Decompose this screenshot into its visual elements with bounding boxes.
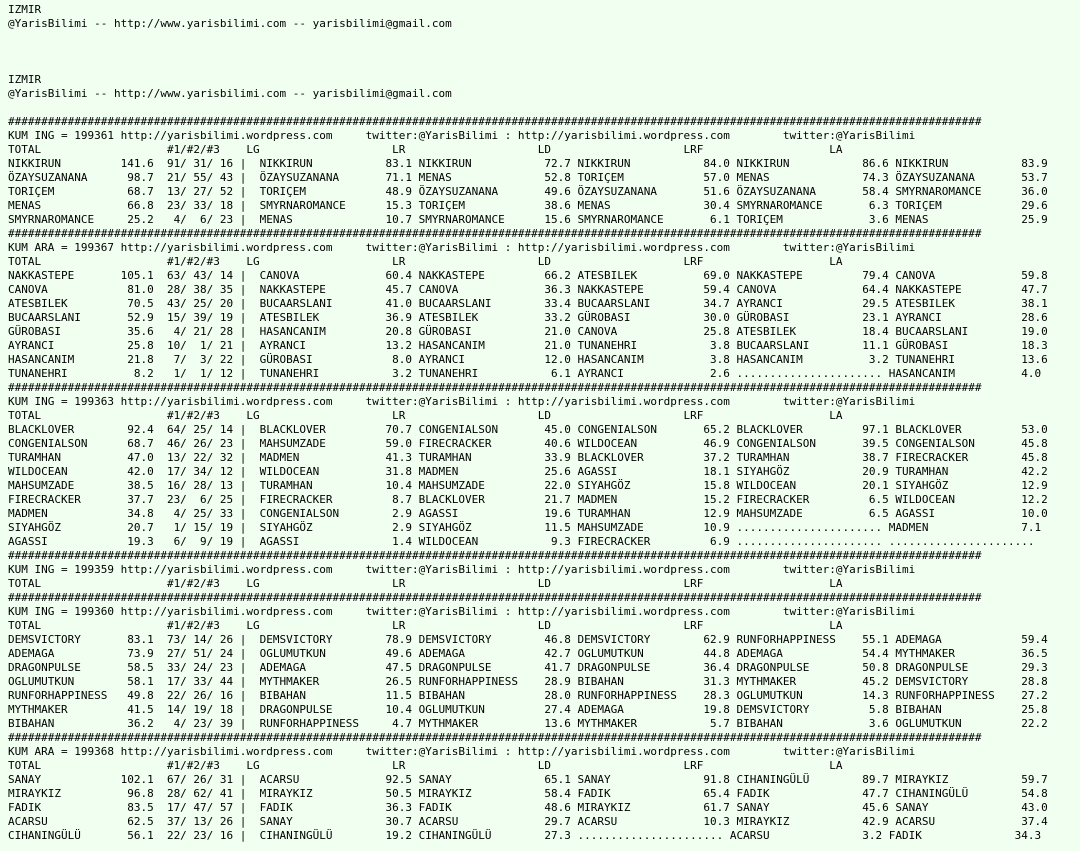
report-line: TOTAL #1/#2/#3 LG LR LD LRF LA xyxy=(8,255,843,268)
report-line: OGLUMUTKUN 58.1 17/ 33/ 44 | MYTHMAKER 26.5 RUNFORHAPPINESS 28.9 BIBAHAN 31.3 MYTHMAKER 45.2 DEMSVICTORY 28.8 xyxy=(8,675,1048,688)
report-line: CANOVA 81.0 28/ 38/ 35 | NAKKASTEPE 45.7 CANOVA 36.3 NAKKASTEPE 59.4 CANOVA 64.4 NAKKASTEPE 47.7 xyxy=(8,283,1048,296)
separator-line: ################################################################################################################################################### xyxy=(8,549,982,562)
report-line: MYTHMAKER 41.5 14/ 19/ 18 | DRAGONPULSE 10.4 OGLUMUTKUN 27.4 ADEMAGA 19.8 DEMSVICTORY 5.8 BIBAHAN 25.8 xyxy=(8,703,1048,716)
separator-line: ################################################################################################################################################### xyxy=(8,115,982,128)
report-line: TOTAL #1/#2/#3 LG LR LD LRF LA xyxy=(8,759,843,772)
report-line: DRAGONPULSE 58.5 33/ 24/ 23 | ADEMAGA 47.5 DRAGONPULSE 41.7 DRAGONPULSE 36.4 DRAGONPULSE 50.8 DRAGONPULSE 29.3 xyxy=(8,661,1048,674)
separator-line: ################################################################################################################################################### xyxy=(8,591,982,604)
report-line: FIRECRACKER 37.7 23/ 6/ 25 | FIRECRACKER 8.7 BLACKLOVER 21.7 MADMEN 15.2 FIRECRACKER 6.5 WILDOCEAN 12.2 xyxy=(8,493,1048,506)
report-line: ADEMAGA 73.9 27/ 51/ 24 | OGLUMUTKUN 49.6 ADEMAGA 42.7 OGLUMUTKUN 44.8 ADEMAGA 54.4 MYTHMAKER 36.5 xyxy=(8,647,1048,660)
report-line: MIRAYKIZ 96.8 28/ 62/ 41 | MIRAYKIZ 50.5 MIRAYKIZ 58.4 FADIK 65.4 FADIK 47.7 CIHANINGÜLÜ 54.8 xyxy=(8,787,1048,800)
separator-line: ################################################################################################################################################### xyxy=(8,381,982,394)
report-line: TUNANEHRI 8.2 1/ 1/ 12 | TUNANEHRI 3.2 TUNANEHRI 6.1 AYRANCI 2.6 ...................... HASANCANIM 4.0 xyxy=(8,367,1042,380)
report-line: AYRANCI 25.8 10/ 1/ 21 | AYRANCI 13.2 HASANCANIM 21.0 TUNANEHRI 3.8 BUCAARSLANI 11.1 GÜROBASI 18.3 xyxy=(8,339,1048,352)
report-line: KUM ARA = 199368 http://yarisbilimi.wordpress.com twitter:@YarisBilimi : http://yarisbilimi.wordpress.com twitter:@YarisBilimi xyxy=(8,745,916,758)
report-line xyxy=(8,45,1080,59)
report-line xyxy=(8,101,1080,115)
report-line: RUNFORHAPPINESS 49.8 22/ 26/ 16 | BIBAHAN 11.5 BIBAHAN 28.0 RUNFORHAPPINESS 28.3 OGLUMUTKUN 14.3 RUNFORHAPPINESS 27.2 xyxy=(8,689,1048,702)
report-line: TOTAL #1/#2/#3 LG LR LD LRF LA xyxy=(8,619,843,632)
report-line: MENAS 66.8 23/ 33/ 18 | SMYRNAROMANCE 15.3 TORIÇEM 38.6 MENAS 30.4 SMYRNAROMANCE 6.3 TORIÇEM 29.6 xyxy=(8,199,1048,212)
report-line: IZMIR xyxy=(8,73,42,86)
report-line: GÜROBASI 35.6 4/ 21/ 28 | HASANCANIM 20.8 GÜROBASI 21.0 CANOVA 25.8 ATESBILEK 18.4 BUCAARSLANI 19.0 xyxy=(8,325,1048,338)
report-line: SMYRNAROMANCE 25.2 4/ 6/ 23 | MENAS 10.7 SMYRNAROMANCE 15.6 SMYRNAROMANCE 6.1 TORIÇEM 3.6 MENAS 25.9 xyxy=(8,213,1048,226)
report-line: HASANCANIM 21.8 7/ 3/ 22 | GÜROBASI 8.0 AYRANCI 12.0 HASANCANIM 3.8 HASANCANIM 3.2 TUNANEHRI 13.6 xyxy=(8,353,1048,366)
report-line: TOTAL #1/#2/#3 LG LR LD LRF LA xyxy=(8,577,843,590)
separator-line: ################################################################################################################################################### xyxy=(8,731,982,744)
report-line xyxy=(8,59,1080,73)
report-line: TOTAL #1/#2/#3 LG LR LD LRF LA xyxy=(8,409,843,422)
report-line: KUM ING = 199363 http://yarisbilimi.wordpress.com twitter:@YarisBilimi : http://yarisbilimi.wordpress.com twitter:@YarisBilimi xyxy=(8,395,916,408)
report-line: BUCAARSLANI 52.9 15/ 39/ 19 | ATESBILEK 36.9 ATESBILEK 33.2 GÜROBASI 30.0 GÜROBASI 23.1 AYRANCI 28.6 xyxy=(8,311,1048,324)
report-line: ATESBILEK 70.5 43/ 25/ 20 | BUCAARSLANI 41.0 BUCAARSLANI 33.4 BUCAARSLANI 34.7 AYRANCI 29.5 ATESBILEK 38.1 xyxy=(8,297,1048,310)
report-line: MADMEN 34.8 4/ 25/ 33 | CONGENIALSON 2.9 AGASSI 19.6 TURAMHAN 12.9 MAHSUMZADE 6.5 AGASSI 10.0 xyxy=(8,507,1048,520)
report-line: CONGENIALSON 68.7 46/ 26/ 23 | MAHSUMZADE 59.0 FIRECRACKER 40.6 WILDOCEAN 46.9 CONGENIALSON 39.5 CONGENIALSON 45.8 xyxy=(8,437,1048,450)
report-line: ACARSU 62.5 37/ 13/ 26 | SANAY 30.7 ACARSU 29.7 ACARSU 10.3 MIRAYKIZ 42.9 ACARSU 37.4 xyxy=(8,815,1048,828)
report-line: NAKKASTEPE 105.1 63/ 43/ 14 | CANOVA 60.4 NAKKASTEPE 66.2 ATESBILEK 69.0 NAKKASTEPE 79.4 CANOVA 59.8 xyxy=(8,269,1048,282)
report-line: ÖZAYSUZANANA 98.7 21/ 55/ 43 | ÖZAYSUZANANA 71.1 MENAS 52.8 TORIÇEM 57.0 MENAS 74.3 ÖZAYSUZANANA 53.7 xyxy=(8,171,1048,184)
report-line: KUM ARA = 199367 http://yarisbilimi.wordpress.com twitter:@YarisBilimi : http://yarisbilimi.wordpress.com twitter:@YarisBilimi xyxy=(8,241,916,254)
report-line: SIYAHGÖZ 20.7 1/ 15/ 19 | SIYAHGÖZ 2.9 SIYAHGÖZ 11.5 MAHSUMZADE 10.9 ...................... MADMEN 7.1 xyxy=(8,521,1042,534)
report-line: DEMSVICTORY 83.1 73/ 14/ 26 | DEMSVICTORY 78.9 DEMSVICTORY 46.8 DEMSVICTORY 62.9 RUNFORHAPPINESS 55.1 ADEMAGA 59.4 xyxy=(8,633,1048,646)
report-line: IZMIR xyxy=(8,3,42,16)
report-line: SANAY 102.1 67/ 26/ 31 | ACARSU 92.5 SANAY 65.1 SANAY 91.8 CIHANINGÜLÜ 89.7 MIRAYKIZ 59.7 xyxy=(8,773,1048,786)
report-line xyxy=(8,31,1080,45)
report-line: CIHANINGÜLÜ 56.1 22/ 23/ 16 | CIHANINGÜLÜ 19.2 CIHANINGÜLÜ 27.3 ...................... ACARSU 3.2 FADIK 34.3 xyxy=(8,829,1042,842)
report-line: TORIÇEM 68.7 13/ 27/ 52 | TORIÇEM 48.9 ÖZAYSUZANANA 49.6 ÖZAYSUZANANA 51.6 ÖZAYSUZANANA 58.4 SMYRNAROMANCE 36.0 xyxy=(8,185,1048,198)
report-line: WILDOCEAN 42.0 17/ 34/ 12 | WILDOCEAN 31.8 MADMEN 25.6 AGASSI 18.1 SIYAHGÖZ 20.9 TURAMHAN 42.2 xyxy=(8,465,1048,478)
report-line: FADIK 83.5 17/ 47/ 57 | FADIK 36.3 FADIK 48.6 MIRAYKIZ 61.7 SANAY 45.6 SANAY 43.0 xyxy=(8,801,1048,814)
report-line: @YarisBilimi -- http://www.yarisbilimi.com -- yarisbilimi@gmail.com xyxy=(8,17,452,30)
separator-line: ################################################################################################################################################### xyxy=(8,227,982,240)
report-line: TURAMHAN 47.0 13/ 22/ 32 | MADMEN 41.3 TURAMHAN 33.9 BLACKLOVER 37.2 TURAMHAN 38.7 FIRECRACKER 45.8 xyxy=(8,451,1048,464)
report-line: BIBAHAN 36.2 4/ 23/ 39 | RUNFORHAPPINESS 4.7 MYTHMAKER 13.6 MYTHMAKER 5.7 BIBAHAN 3.6 OGLUMUTKUN 22.2 xyxy=(8,717,1048,730)
report-line: KUM ING = 199361 http://yarisbilimi.wordpress.com twitter:@YarisBilimi : http://yarisbilimi.wordpress.com twitter:@YarisBilimi xyxy=(8,129,916,142)
report-line: TOTAL #1/#2/#3 LG LR LD LRF LA xyxy=(8,143,843,156)
report-line: BLACKLOVER 92.4 64/ 25/ 14 | BLACKLOVER 70.7 CONGENIALSON 45.0 CONGENIALSON 65.2 BLACKLOVER 97.1 BLACKLOVER 53.0 xyxy=(8,423,1048,436)
report-line: NIKKIRUN 141.6 91/ 31/ 16 | NIKKIRUN 83.1 NIKKIRUN 72.7 NIKKIRUN 84.0 NIKKIRUN 86.6 NIKKIRUN 83.9 xyxy=(8,157,1048,170)
report-line: @YarisBilimi -- http://www.yarisbilimi.com -- yarisbilimi@gmail.com xyxy=(8,87,452,100)
report-line: KUM ING = 199360 http://yarisbilimi.wordpress.com twitter:@YarisBilimi : http://yarisbilimi.wordpress.com twitter:@YarisBilimi xyxy=(8,605,916,618)
report-line: AGASSI 19.3 6/ 9/ 19 | AGASSI 1.4 WILDOCEAN 9.3 FIRECRACKER 6.9 ...................... ...................... xyxy=(8,535,1035,548)
report-line: KUM ING = 199359 http://yarisbilimi.wordpress.com twitter:@YarisBilimi : http://yarisbilimi.wordpress.com twitter:@YarisBilimi xyxy=(8,563,916,576)
report-line: MAHSUMZADE 38.5 16/ 28/ 13 | TURAMHAN 10.4 MAHSUMZADE 22.0 SIYAHGÖZ 15.8 WILDOCEAN 20.1 SIYAHGÖZ 12.9 xyxy=(8,479,1048,492)
